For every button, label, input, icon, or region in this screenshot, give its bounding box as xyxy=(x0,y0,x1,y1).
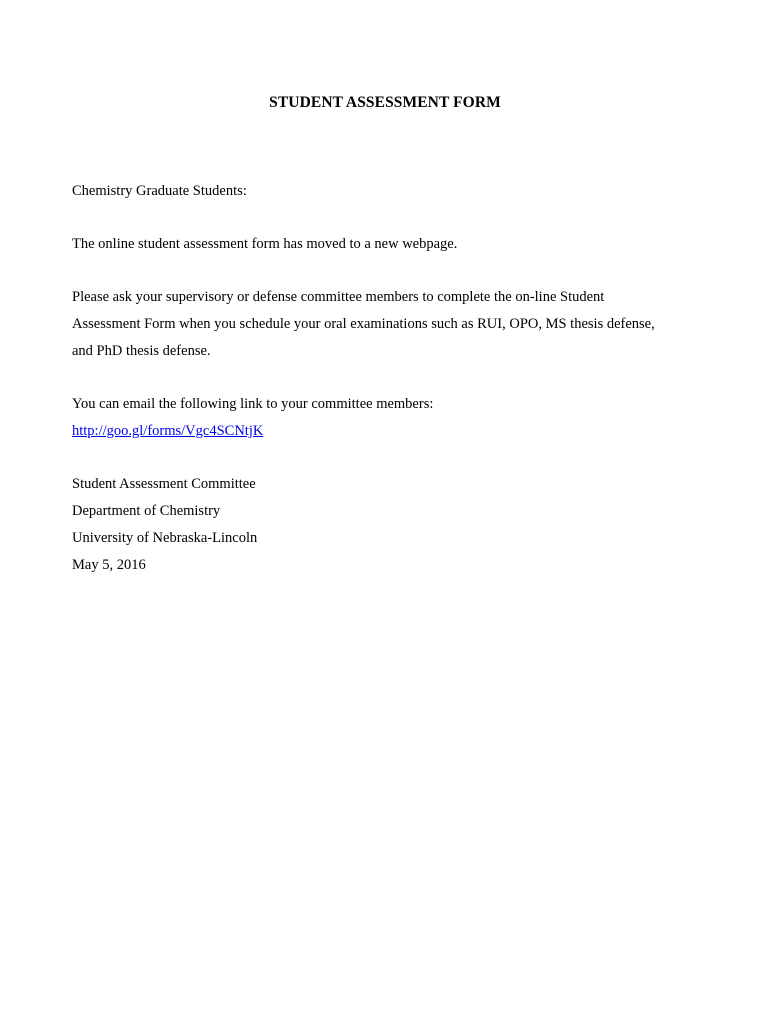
paragraph-email-instructions: You can email the following link to your committee members: xyxy=(72,396,434,412)
spacer xyxy=(72,365,712,391)
signature-date: May 5, 2016 xyxy=(72,557,146,573)
spacer xyxy=(72,258,712,284)
paragraph-moved-notice: The online student assessment form has moved to a new webpage. xyxy=(72,236,458,252)
signature-committee: Student Assessment Committee xyxy=(72,476,256,492)
signature-university: University of Nebraska-Lincoln xyxy=(72,530,258,546)
page-title: STUDENT ASSESSMENT FORM xyxy=(269,94,501,111)
link-line xyxy=(72,418,712,445)
salutation: Chemistry Graduate Students: xyxy=(72,183,247,199)
spacer xyxy=(72,445,712,471)
paragraph-request-line-2: Assessment Form when you schedule your oral examinations such as RUI, OPO, MS thesis defense, xyxy=(72,316,655,332)
signature-department: Department of Chemistry xyxy=(72,503,221,519)
letter-body xyxy=(72,178,712,579)
paragraph-request-line-3: and PhD thesis defense. xyxy=(72,343,211,359)
spacer xyxy=(72,205,712,231)
paragraph-request-line-1: Please ask your supervisory or defense committee members to complete the on-line Student xyxy=(72,289,605,305)
assessment-form-link[interactable]: http://goo.gl/forms/Vgc4SCNtjK xyxy=(72,423,264,439)
